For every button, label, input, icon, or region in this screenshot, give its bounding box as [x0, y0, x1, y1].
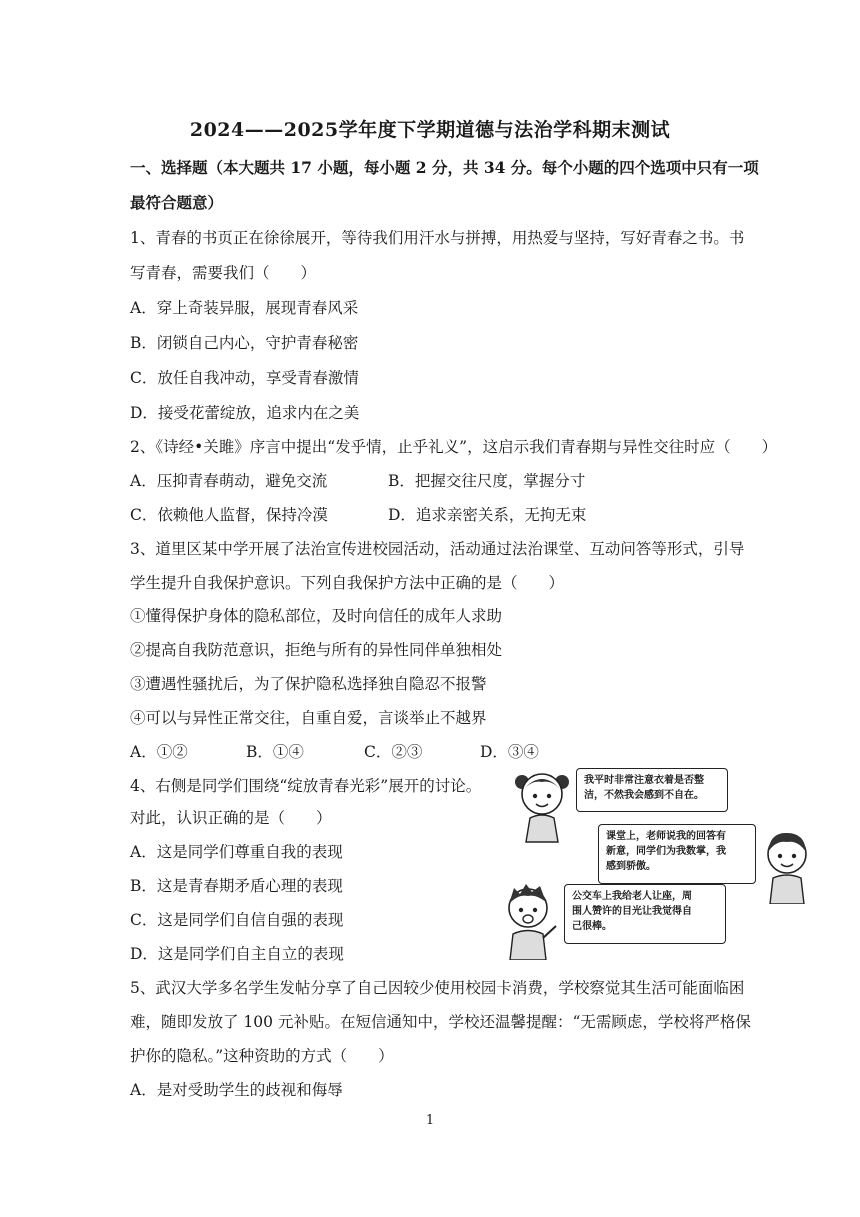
- q1-stem-line1: 1、青春的书页正在徐徐展开，等待我们用汗水与拼搏，用热爱与坚持，写好青春之书。书: [130, 229, 745, 247]
- speech-bubble-2: [598, 824, 756, 884]
- q3-stem-line2: 学生提升自我保护意识。下列自我保护方法中正确的是（ ）: [130, 574, 565, 592]
- q3-statement-3: ③遭遇性骚扰后，为了保护隐私选择独自隐忍不报警: [130, 675, 487, 693]
- section-heading-line1: 一、选择题（本大题共 17 小题，每小题 2 分，共 34 分。每个小题的四个选项中只有一项: [130, 158, 759, 177]
- bubble-3-line-2: 围人赞许的目光让我觉得自: [572, 906, 692, 917]
- q3-option-d: D．③④: [480, 743, 539, 761]
- q2-option-d: D．追求亲密关系，无拘无束: [388, 506, 587, 524]
- page-title: 2024——2025学年度下学期道德与法治学科期末测试: [189, 119, 671, 141]
- q5-option-a: A．是对受助学生的歧视和侮辱: [130, 1081, 343, 1099]
- boy-student-icon: [498, 880, 560, 960]
- boy-student-icon: [760, 826, 814, 904]
- q2-option-c: C．依赖他人监督，保持冷漠: [130, 506, 328, 524]
- q1-option-b: B．闭锁自己内心，守护青春秘密: [130, 334, 359, 352]
- section-heading-line2: 最符合题意）: [130, 193, 224, 212]
- q4-stem-line2: 对此，认识正确的是（ ）: [130, 809, 332, 827]
- q1-stem-line2: 写青春，需要我们（ ）: [130, 264, 317, 282]
- page-number: 1: [425, 1113, 435, 1128]
- q2-option-a: A．压抑青春萌动，避免交流: [130, 472, 328, 490]
- q1-option-c: C．放任自我冲动，享受青春激情: [130, 369, 359, 387]
- speech-bubble-3: [564, 884, 726, 944]
- q3-option-b: B．①④: [246, 743, 304, 761]
- q4-option-c: C．这是同学们自信自强的表现: [130, 911, 344, 929]
- q3-statement-2: ②提高自我防范意识，拒绝与所有的异性同伴单独相处: [130, 641, 503, 659]
- q3-option-a: A．①②: [130, 743, 188, 761]
- q4-stem-line1: 4、右侧是同学们围绕“绽放青春光彩”展开的讨论。: [130, 777, 482, 795]
- q5-stem-line1: 5、武汉大学多名学生发帖分享了自己因较少使用校园卡消费，学校察觉其生活可能面临困: [130, 979, 745, 997]
- bubble-2-line-1: 课堂上，老师说我的回答有: [606, 831, 726, 842]
- girl-student-icon: [512, 764, 572, 844]
- bubble-2-line-3: 感到骄傲。: [606, 861, 656, 872]
- q3-statement-1: ①懂得保护身体的隐私部位，及时向信任的成年人求助: [130, 607, 503, 625]
- bubble-1-line-2: 洁，不然我会感到不自在。: [584, 790, 704, 801]
- q2-stem: 2、《诗经•关雎》序言中提出“发乎情，止乎礼义”，这启示我们青春期与异性交往时应（ ）: [130, 438, 778, 456]
- q5-stem-line3: 护你的隐私。”这种资助的方式（ ）: [130, 1047, 394, 1065]
- q4-option-b: B．这是青春期矛盾心理的表现: [130, 877, 343, 895]
- speech-bubble-1: [576, 768, 728, 812]
- q1-option-d: D．接受花蕾绽放，追求内在之美: [130, 404, 360, 422]
- bubble-3-line-1: 公交车上我给老人让座，周: [572, 891, 692, 902]
- q2-option-b: B．把握交往尺度，掌握分寸: [388, 472, 586, 490]
- bubble-3-line-3: 己很棒。: [572, 921, 612, 932]
- q3-statement-4: ④可以与异性正常交往，自重自爱，言谈举止不越界: [130, 709, 487, 727]
- q4-option-a: A．这是同学们尊重自我的表现: [130, 843, 343, 861]
- bubble-1-line-1: 我平时非常注意衣着是否整: [584, 775, 704, 786]
- q3-option-c: C．②③: [364, 743, 423, 761]
- q5-stem-line2: 难，随即发放了 100 元补贴。在短信通知中，学校还温馨提醒：“无需顾虑，学校将严格保: [130, 1013, 751, 1031]
- q3-stem-line1: 3、道里区某中学开展了法治宣传进校园活动，活动通过法治课堂、互动问答等形式，引导: [130, 540, 745, 558]
- q4-discussion-illustration: [498, 760, 818, 960]
- q1-option-a: A．穿上奇装异服，展现青春风采: [130, 299, 359, 317]
- bubble-2-line-2: 新意，同学们为我数掌，我: [606, 846, 726, 857]
- q4-option-d: D．这是同学们自主自立的表现: [130, 945, 344, 963]
